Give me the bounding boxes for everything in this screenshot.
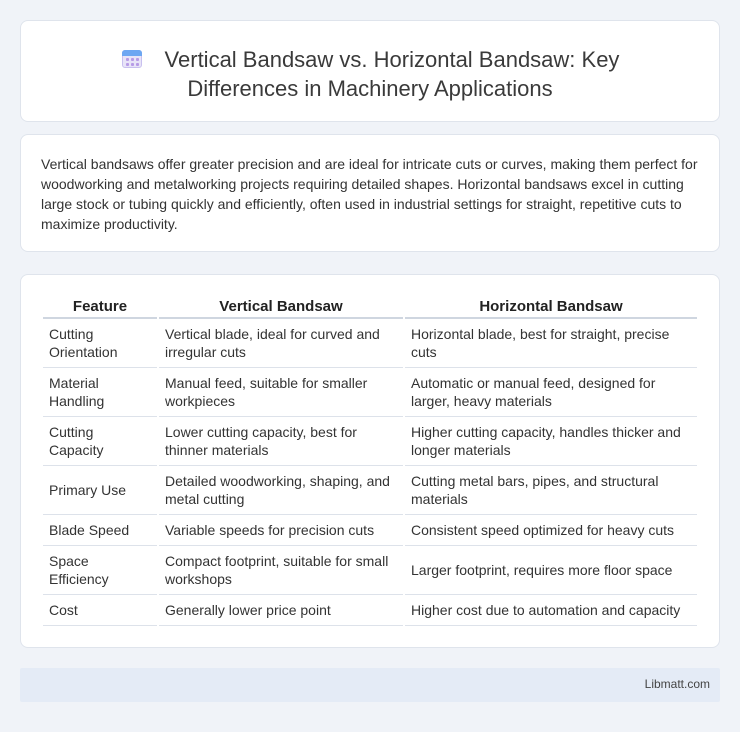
- table-cell: Vertical blade, ideal for curved and irregular cuts: [159, 319, 403, 368]
- table-cell: Blade Speed: [43, 515, 157, 546]
- table-header-row: [43, 295, 697, 319]
- table-row: [43, 417, 697, 466]
- table-cell: Lower cutting capacity, best for thinner materials: [159, 417, 403, 466]
- footer-brand: Libmatt.com: [644, 677, 710, 691]
- table-row: [43, 368, 697, 417]
- title-card: [20, 20, 720, 122]
- table-row: [43, 319, 697, 368]
- table-cell: Cost: [43, 595, 157, 626]
- table-cell: Variable speeds for precision cuts: [159, 515, 403, 546]
- table-cell: Generally lower price point: [159, 595, 403, 626]
- table-row: [43, 546, 697, 595]
- table-cell: Detailed woodworking, shaping, and metal cutting: [159, 466, 403, 515]
- table-cell: Automatic or manual feed, designed for larger, heavy materials: [405, 368, 697, 417]
- table-cell: Higher cutting capacity, handles thicker and longer materials: [405, 417, 697, 466]
- table-cell: Cutting Orientation: [43, 319, 157, 368]
- table-cell: Consistent speed optimized for heavy cuts: [405, 515, 697, 546]
- header-horizontal: Horizontal Bandsaw: [405, 295, 697, 319]
- table-cell: Space Efficiency: [43, 546, 157, 595]
- table-cell: Horizontal blade, best for straight, precise cuts: [405, 319, 697, 368]
- table-cell: Primary Use: [43, 466, 157, 515]
- table-row: [43, 515, 697, 546]
- header-vertical: Vertical Bandsaw: [159, 295, 403, 319]
- summary-text: Vertical bandsaws offer greater precision and are ideal for intricate cuts or curves, making them perfect for woodworking and metalworking projects requiring detailed shapes. Horizontal bandsaws excel in cutting large stock or tubing quickly and efficiently, often used in industrial settings for straight, repetitive cuts to maximize productivity.: [41, 156, 698, 232]
- table-row: [43, 595, 697, 626]
- table-cell: Higher cost due to automation and capacity: [405, 595, 697, 626]
- comparison-card: [20, 274, 720, 648]
- table-cell: Cutting Capacity: [43, 417, 157, 466]
- comparison-table: [41, 295, 699, 626]
- table-cell: Cutting metal bars, pipes, and structural materials: [405, 466, 697, 515]
- footer-bar: [20, 668, 720, 702]
- calendar-icon: [121, 47, 143, 69]
- title-line-1: Vertical Bandsaw vs. Horizontal Bandsaw: Key: [21, 45, 719, 74]
- table-cell: Material Handling: [43, 368, 157, 417]
- table-cell: Larger footprint, requires more floor space: [405, 546, 697, 595]
- header-feature: Feature: [43, 295, 157, 319]
- table-cell: Manual feed, suitable for smaller workpieces: [159, 368, 403, 417]
- table-row: [43, 466, 697, 515]
- title-line-2: Differences in Machinery Applications: [187, 76, 553, 101]
- summary-card: [20, 134, 720, 252]
- page-title: [21, 45, 719, 103]
- table-cell: Compact footprint, suitable for small workshops: [159, 546, 403, 595]
